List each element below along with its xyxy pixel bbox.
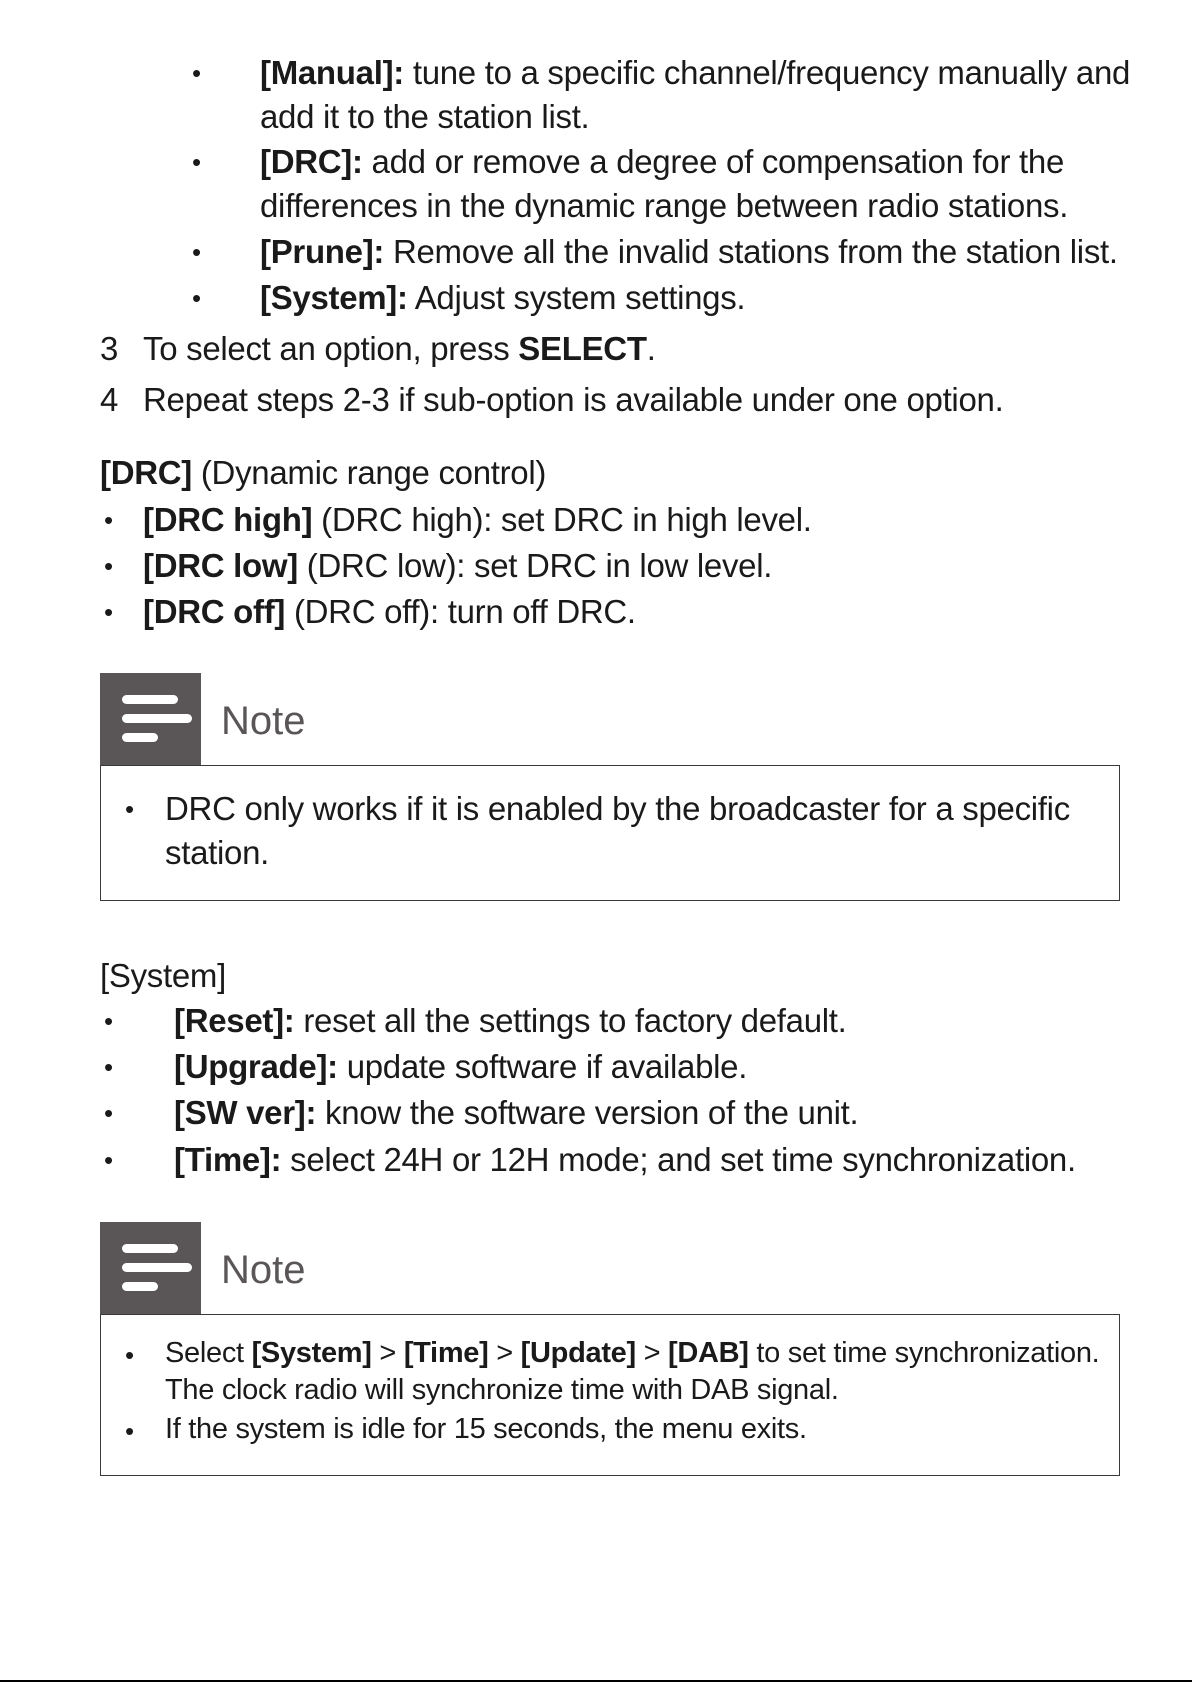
bullet-icon: •	[104, 1052, 114, 1082]
note-title: Note	[221, 1248, 306, 1292]
bullet-icon: •	[104, 505, 114, 535]
bullet-icon: •	[125, 794, 135, 824]
bullet-icon: •	[104, 597, 114, 627]
bullet-icon: •	[104, 1006, 114, 1036]
bullet-icon: •	[192, 147, 202, 177]
note-text-cont: The clock radio will synchronize time with DAB signal.	[165, 1374, 839, 1406]
drc-heading: [DRC] (Dynamic range control)	[100, 454, 547, 491]
option-prune: [Prune]: Remove all the invalid stations from the station list.	[260, 233, 1118, 270]
note-icon	[100, 673, 201, 765]
system-item-sw-ver: [SW ver]: know the software version of the unit.	[174, 1094, 859, 1131]
drc-item-off: [DRC off] (DRC off): turn off DRC.	[143, 593, 636, 630]
option-manual: [Manual]: tune to a specific channel/frequency manually and	[260, 54, 1131, 91]
system-item-reset: [Reset]: reset all the settings to factory default.	[174, 1002, 847, 1039]
step-number: 4	[100, 381, 119, 418]
bullet-icon: •	[192, 237, 202, 267]
option-drc: [DRC]: add or remove a degree of compensation for the	[260, 143, 1065, 180]
system-heading: [System]	[100, 957, 226, 994]
drc-item-low: [DRC low] (DRC low): set DRC in low level.	[143, 547, 773, 584]
bullet-icon: •	[125, 1416, 135, 1446]
option-drc-cont: differences in the dynamic range between radio stations.	[260, 187, 1069, 224]
step-4: Repeat steps 2-3 if sub-option is available under one option.	[143, 381, 1004, 418]
bullet-icon: •	[192, 283, 202, 313]
note-text: DRC only works if it is enabled by the broadcaster for a specific	[165, 790, 1070, 827]
note-icon	[100, 1222, 201, 1314]
note-text: Select [System] > [Time] > [Update] > [DAB] to set time synchronization.	[165, 1337, 1100, 1369]
bullet-icon: •	[104, 1145, 114, 1175]
page-bottom-rule	[0, 1680, 1192, 1682]
system-item-time: [Time]: select 24H or 12H mode; and set time synchronization.	[174, 1141, 1076, 1178]
note-text-cont: station.	[165, 834, 269, 871]
drc-item-high: [DRC high] (DRC high): set DRC in high level.	[143, 501, 812, 538]
step-3: To select an option, press SELECT.	[143, 330, 656, 367]
note-box	[100, 1314, 1120, 1476]
bullet-icon: •	[104, 1098, 114, 1128]
bullet-icon: •	[125, 1340, 135, 1370]
system-item-upgrade: [Upgrade]: update software if available.	[174, 1048, 748, 1085]
step-number: 3	[100, 330, 119, 367]
bullet-icon: •	[192, 58, 202, 88]
option-system: [System]: Adjust system settings.	[260, 279, 746, 316]
option-manual-cont: add it to the station list.	[260, 98, 590, 135]
note-text: If the system is idle for 15 seconds, the menu exits.	[165, 1413, 807, 1445]
note-box	[100, 765, 1120, 901]
bullet-icon: •	[104, 551, 114, 581]
note-title: Note	[221, 699, 306, 743]
